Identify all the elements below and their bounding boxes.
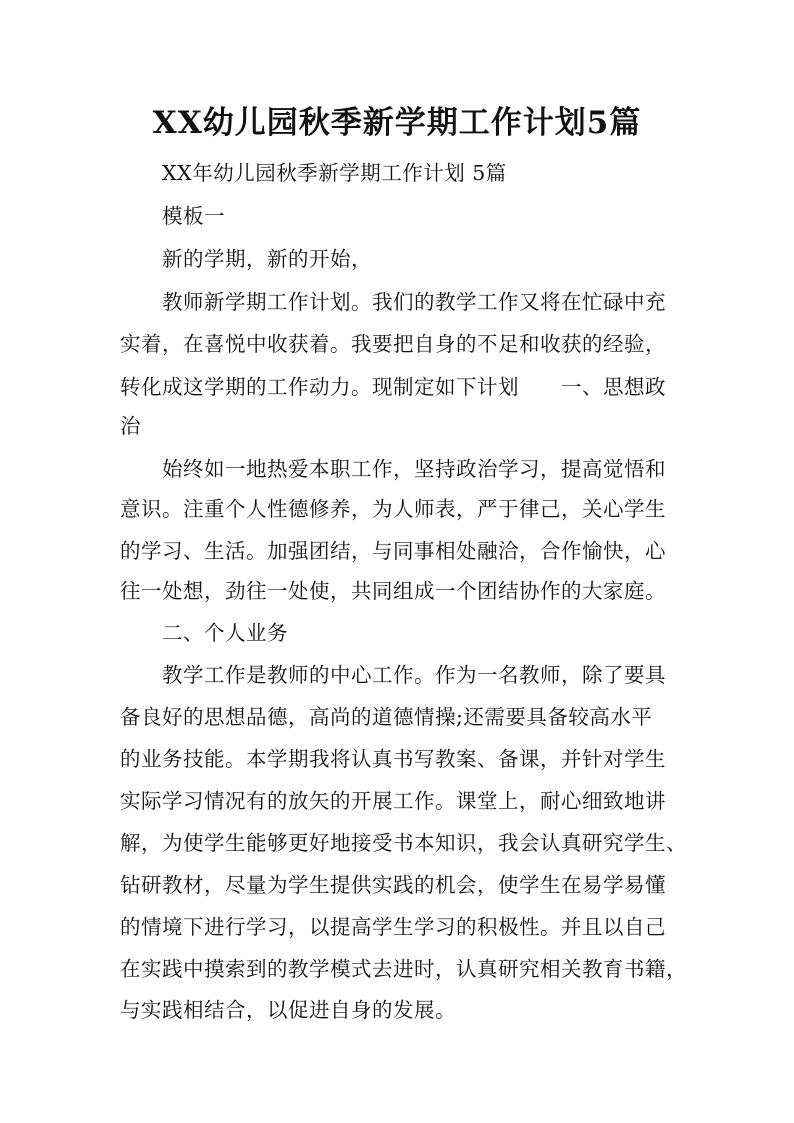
paragraph-line: 新的学期，新的开始，	[162, 247, 372, 271]
paragraph-line: 的业务技能。本学期我将认真书写教案、备课，并针对学生	[120, 747, 666, 771]
paragraph-line: 意识。注重个人性德修养，为人师表，严于律己，关心学生	[120, 497, 666, 521]
paragraph-line: 往一处想，劲往一处使，共同组成一个团结协作的大家庭。	[120, 579, 666, 603]
paragraph-line: 与实践相结合，以促进自身的发展。	[120, 998, 456, 1022]
paragraph-line: 实着，在喜悦中收获着。我要把自身的不足和收获的经验，	[120, 332, 666, 356]
paragraph-line: 治	[120, 414, 141, 438]
paragraph-line: 的学习、生活。加强团结，与同事相处融洽，合作愉快，心	[120, 539, 666, 563]
document-subtitle: XX年幼儿园秋季新学期工作计划 5篇	[162, 161, 507, 185]
document-title: XX幼儿园秋季新学期工作计划5篇	[152, 105, 642, 141]
paragraph-line: 在实践中摸索到的教学模式去进时，认真研究相关教育书籍，	[120, 957, 687, 981]
section-heading: 二、个人业务	[162, 621, 288, 645]
paragraph-line: 钻研教材，尽量为学生提供实践的机会，使学生在易学易懂	[120, 873, 666, 897]
paragraph-line: 教师新学期工作计划。我们的教学工作又将在忙碌中充	[162, 290, 666, 314]
paragraph-line: 的情境下进行学习，以提高学生学习的积极性。并且以自己	[120, 915, 666, 939]
paragraph-line: 始终如一地热爱本职工作，坚持政治学习，提高觉悟和	[162, 457, 666, 481]
template-label: 模板一	[162, 204, 225, 228]
paragraph-line: 解，为使学生能够更好地接受书本知识，我会认真研究学生、	[120, 831, 687, 855]
paragraph-line: 实际学习情况有的放矢的开展工作。课堂上，耐心细致地讲	[120, 789, 666, 813]
paragraph-line: 转化成这学期的工作动力。现制定如下计划 一、思想政	[120, 375, 666, 399]
paragraph-line: 备良好的思想品德，高尚的道德情操;还需要具备较高水平	[120, 705, 653, 729]
paragraph-line: 教学工作是教师的中心工作。作为一名教师，除了要具	[162, 663, 666, 687]
